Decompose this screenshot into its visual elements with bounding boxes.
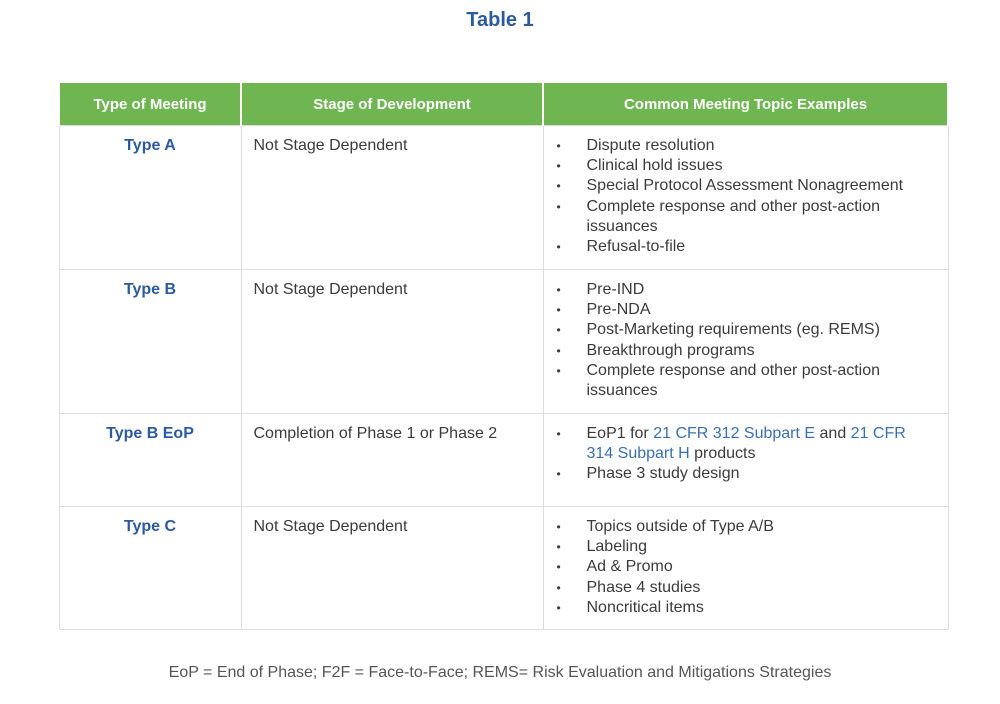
header-stage-of-development: Stage of Development (241, 83, 543, 126)
table-row-type-b-eop (59, 414, 948, 507)
meeting-type-cell: Type B (59, 270, 241, 414)
topics-cell (543, 270, 948, 414)
header-common-topics: Common Meeting Topic Examples (543, 83, 948, 126)
topic-item: • Labeling (556, 537, 936, 557)
topic-text: products (689, 445, 756, 463)
stage-cell: Not Stage Dependent (241, 507, 543, 630)
topics-cell (543, 414, 948, 507)
meeting-types-table (58, 83, 949, 630)
topic-item: • Phase 3 study design (556, 464, 936, 484)
topic-text: and (815, 425, 851, 442)
meeting-type-cell: Type A (59, 126, 241, 270)
table-footnote: EoP = End of Phase; F2F = Face-to-Face; REMS= Risk Evaluation and Mitigations Strategies (168, 664, 832, 681)
table-title: Table 1 (466, 9, 534, 31)
topic-item: • Noncritical items (556, 598, 936, 618)
header-type-of-meeting: Type of Meeting (59, 83, 241, 126)
topics-cell (543, 507, 948, 630)
topic-item: • Dispute resolution (556, 136, 936, 156)
topic-item: • Topics outside of Type A/B (556, 517, 936, 537)
table-row-type-c (59, 507, 948, 630)
topic-item: • Complete response and other post-action issuances (556, 361, 936, 401)
cfr-312-subpart-e-link[interactable]: 21 CFR 312 Subpart E (653, 425, 816, 442)
topics-list (556, 517, 936, 618)
meeting-type-cell: Type B EoP (59, 414, 241, 507)
table-header-row (59, 83, 948, 126)
topic-item: • Refusal-to-file (556, 237, 936, 257)
topics-cell (543, 126, 948, 270)
table-row-type-b (59, 270, 948, 414)
topic-item: • Clinical hold issues (556, 156, 936, 176)
stage-cell: Not Stage Dependent (241, 270, 543, 414)
topic-item: • Phase 4 studies (556, 578, 936, 598)
topic-item: • Special Protocol Assessment Nonagreement (556, 176, 936, 196)
topics-list (556, 136, 936, 257)
topics-list (556, 424, 936, 485)
topic-item: • Post-Marketing requirements (eg. REMS) (556, 320, 936, 340)
topic-item: • Pre-IND (556, 280, 936, 300)
topics-list (556, 280, 936, 401)
stage-cell: Not Stage Dependent (241, 126, 543, 270)
table-row-type-a (59, 126, 948, 270)
cfr-314-subpart-h-link[interactable]: 21 CFR 314 Subpart H (586, 425, 906, 463)
topic-text: EoP1 for (586, 425, 654, 442)
meeting-type-cell: Type C (59, 507, 241, 630)
topic-item: • Breakthrough programs (556, 341, 936, 361)
topic-item: • Complete response and other post-action issuances (556, 197, 936, 237)
topic-item-eop1 (556, 424, 936, 464)
topic-item: • Pre-NDA (556, 300, 936, 320)
stage-cell: Completion of Phase 1 or Phase 2 (241, 414, 543, 507)
topic-item: • Ad & Promo (556, 557, 936, 577)
